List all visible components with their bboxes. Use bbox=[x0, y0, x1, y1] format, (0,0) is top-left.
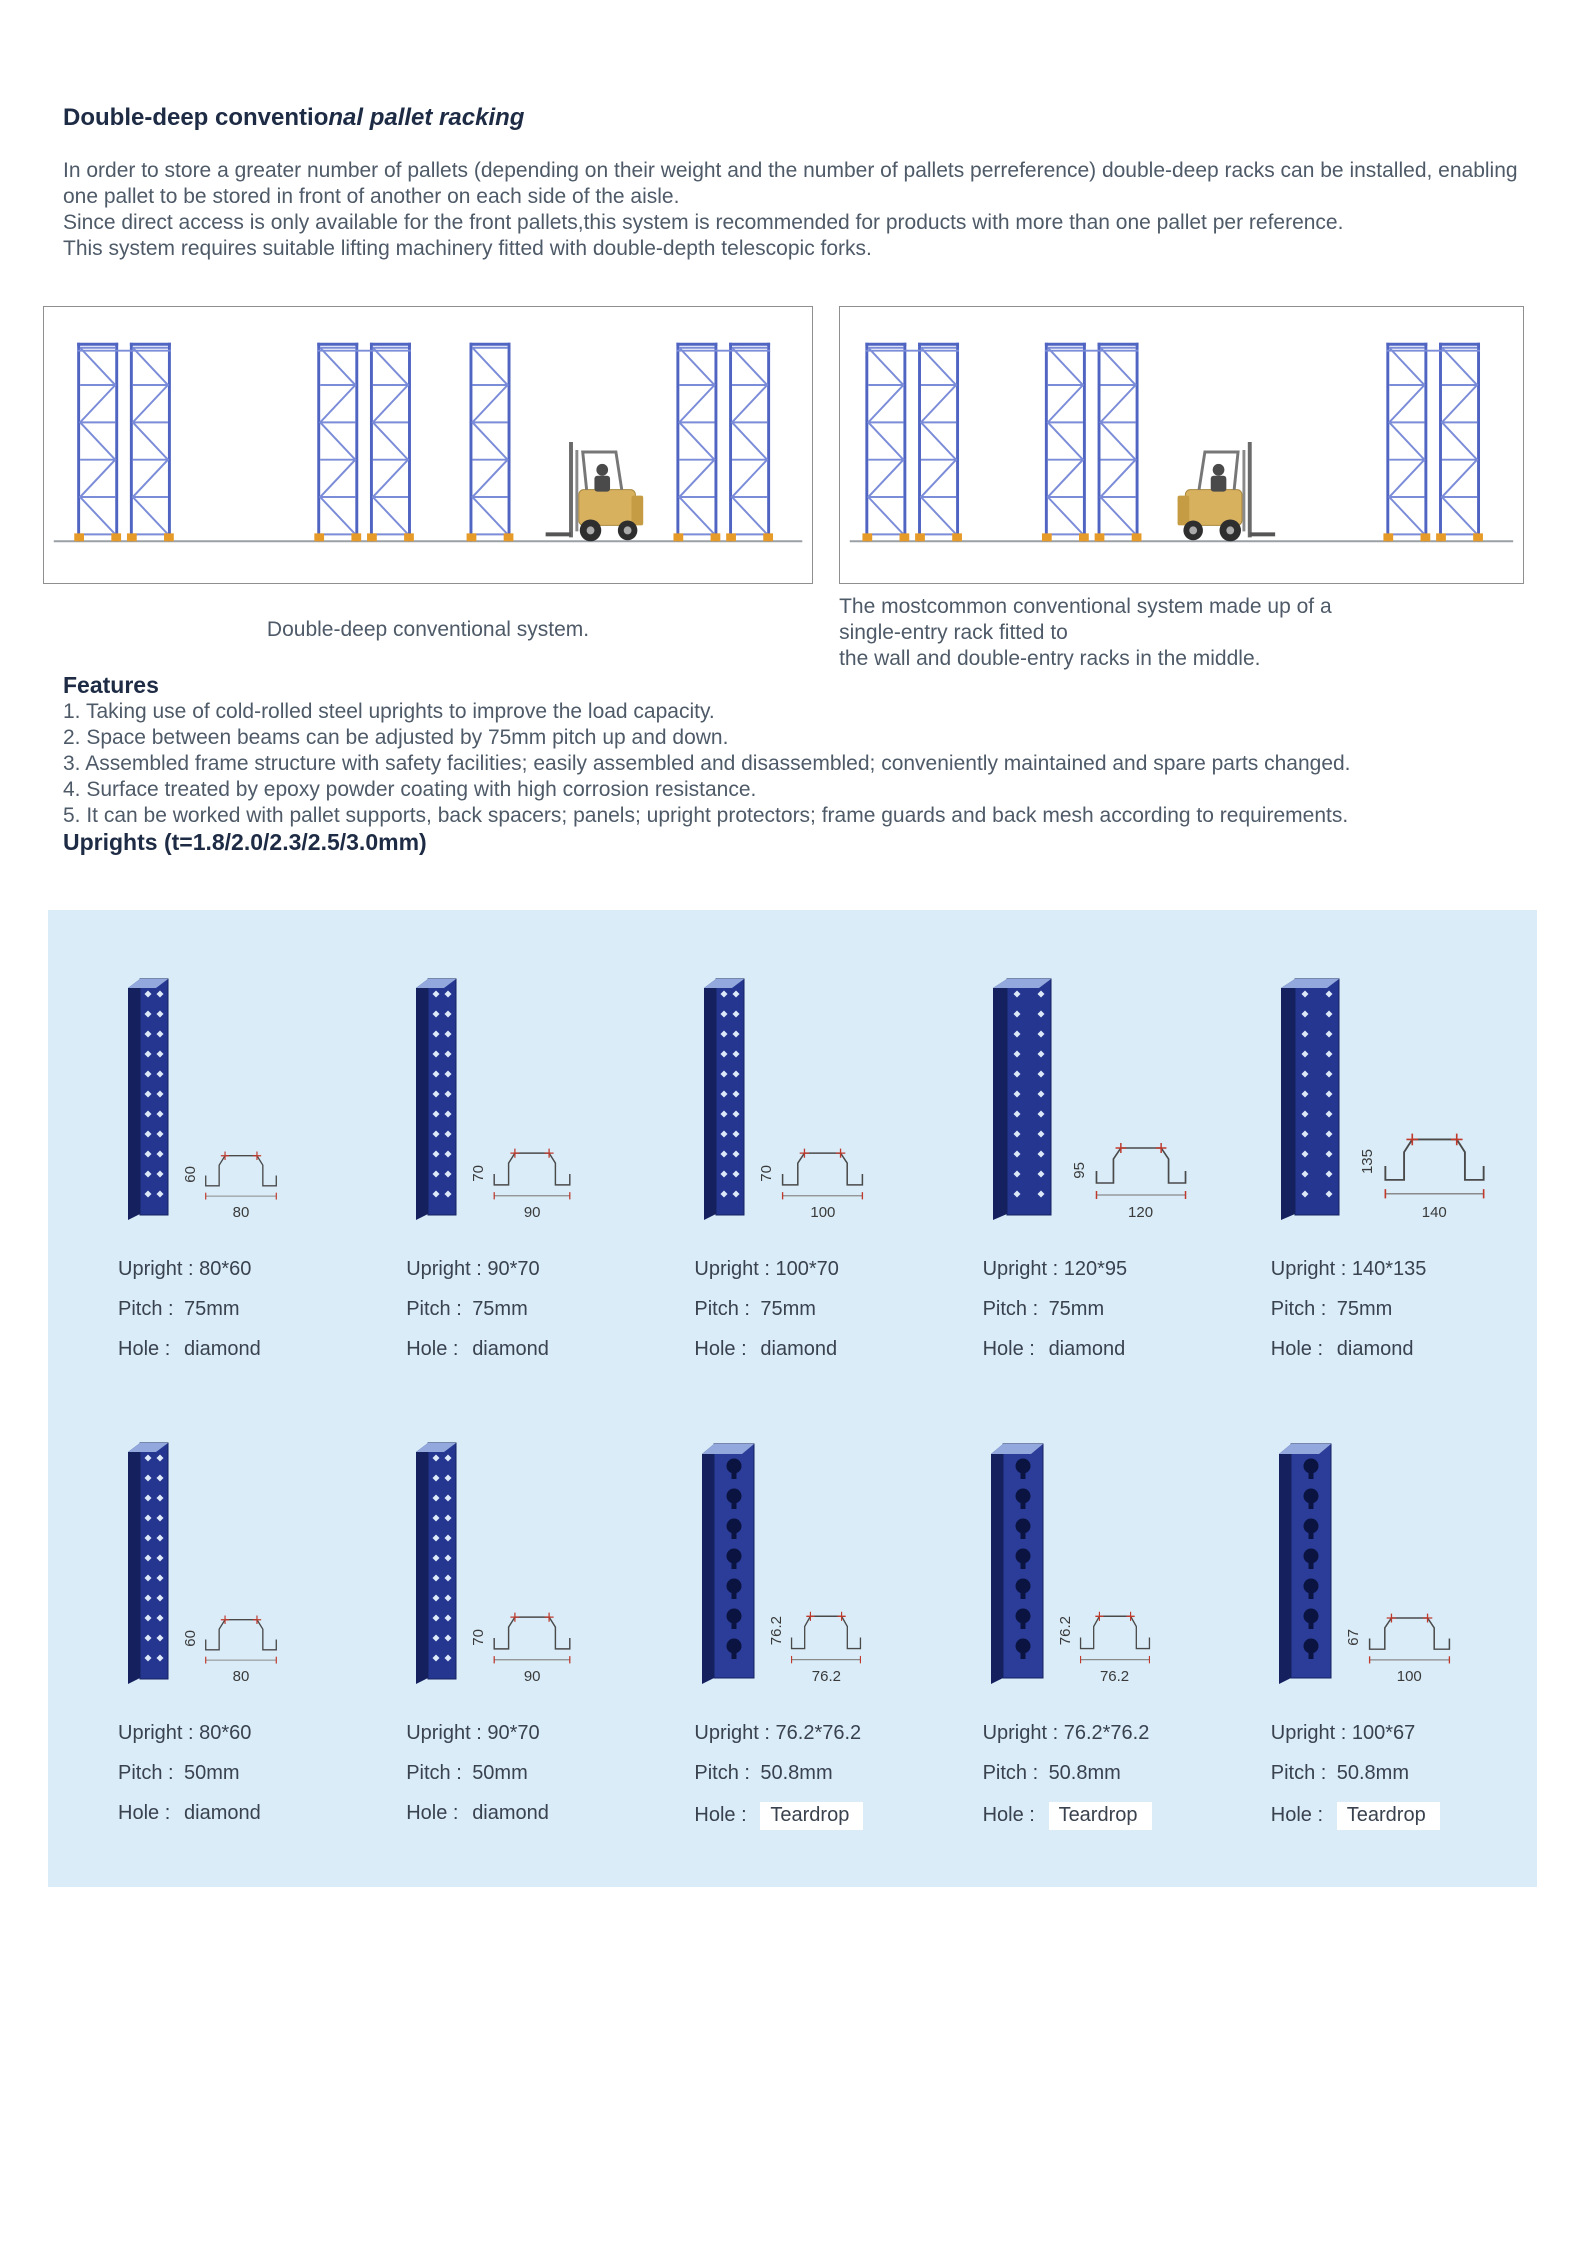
profile-height-dimension: 76.2 bbox=[768, 1615, 786, 1645]
upright-cell bbox=[943, 1434, 1231, 1847]
figure-right-caption-line-3: the wall and double-entry racks in the middle. bbox=[839, 647, 1261, 670]
upright-size-text: Upright : 76.2*76.2 bbox=[694, 1722, 862, 1744]
upright-hole-text: Hole : diamond bbox=[982, 1338, 1126, 1360]
profile-height-dimension: 70 bbox=[758, 1165, 776, 1182]
profile-height-dimension: 76.2 bbox=[1056, 1615, 1074, 1645]
hole-type-value: diamond bbox=[184, 1338, 261, 1360]
upright-pitch-text: Pitch : 75mm bbox=[982, 1298, 1105, 1320]
upright-cell bbox=[1231, 1434, 1519, 1847]
upright-column-illustration bbox=[694, 972, 754, 1220]
uprights-row-2 bbox=[78, 1434, 1519, 1847]
upright-column-illustration bbox=[694, 1436, 764, 1684]
upright-figure bbox=[694, 1434, 942, 1684]
upright-cell bbox=[78, 970, 366, 1378]
figure-left-caption: Double-deep conventional system. bbox=[266, 618, 590, 641]
page-title bbox=[63, 104, 1524, 132]
uprights-heading: Uprights (t=1.8/2.0/2.3/2.5/3.0mm) bbox=[63, 829, 427, 855]
upright-specs bbox=[1271, 1722, 1519, 1830]
hole-type-value: Teardrop bbox=[1049, 1802, 1152, 1830]
upright-specs bbox=[983, 1722, 1231, 1830]
upright-cell bbox=[654, 1434, 942, 1847]
profile-cross-section bbox=[487, 1609, 577, 1684]
hole-type-value: diamond bbox=[1048, 1338, 1126, 1360]
hole-type-value: diamond bbox=[184, 1802, 261, 1824]
upright-pitch-text: Pitch : 75mm bbox=[406, 1298, 528, 1320]
figure-panel-right bbox=[839, 306, 1524, 584]
upright-figure bbox=[694, 970, 942, 1220]
upright-hole-text: Hole : diamond bbox=[118, 1338, 261, 1360]
upright-figure bbox=[406, 1434, 654, 1684]
upright-size-text: Upright : 80*60 bbox=[118, 1722, 252, 1744]
upright-cell bbox=[654, 970, 942, 1378]
upright-size-text: Upright : 140*135 bbox=[1270, 1258, 1427, 1280]
upright-pitch-text: Pitch : 50mm bbox=[118, 1762, 240, 1784]
upright-column-illustration bbox=[1271, 972, 1355, 1220]
figure-panel-left bbox=[43, 306, 813, 584]
upright-pitch-text: Pitch : 75mm bbox=[1270, 1298, 1393, 1320]
profile-width-dimension: 100 bbox=[810, 1204, 836, 1221]
upright-size-text: Upright : 80*60 bbox=[118, 1258, 252, 1280]
upright-figure bbox=[1271, 970, 1519, 1220]
figure-right-caption bbox=[839, 594, 1524, 672]
upright-hole-text: Hole : diamond bbox=[118, 1802, 261, 1824]
upright-pitch-text: Pitch : 50mm bbox=[406, 1762, 528, 1784]
figure-right-caption-line-2: single-entry rack fitted to bbox=[839, 621, 1068, 644]
hole-type-value: Teardrop bbox=[1337, 1802, 1440, 1830]
profile-cross-section bbox=[775, 1145, 870, 1220]
upright-specs bbox=[406, 1722, 654, 1825]
feature-item-4: 4. Surface treated by epoxy powder coating with high corrosion resistance. bbox=[63, 778, 757, 801]
hole-type-value: Teardrop bbox=[760, 1802, 863, 1830]
profile-cross-section bbox=[785, 1608, 867, 1684]
profile-width-dimension: 100 bbox=[1396, 1668, 1422, 1685]
profile-cross-section bbox=[487, 1145, 577, 1220]
rack-illustration-right bbox=[840, 307, 1523, 583]
features-heading: Features bbox=[63, 672, 159, 698]
upright-cell bbox=[366, 970, 654, 1378]
intro-paragraph-1: In order to store a greater number of pallets (depending on their weight and the number of pallets perreference) double-deep racks can be installed, enabling one pallet to be stored in front of another on each side of the aisle. bbox=[63, 159, 1518, 208]
figure-captions bbox=[43, 584, 1524, 672]
profile-height-dimension: 135 bbox=[1358, 1148, 1376, 1174]
figure-panels bbox=[43, 306, 1524, 584]
upright-figure bbox=[406, 970, 654, 1220]
rack-illustration-left bbox=[44, 307, 812, 583]
profile-width-dimension: 140 bbox=[1421, 1204, 1447, 1221]
upright-figure bbox=[983, 970, 1231, 1220]
upright-figure bbox=[118, 970, 366, 1220]
upright-hole-text: Hole : diamond bbox=[1270, 1338, 1414, 1360]
feature-item-5: 5. It can be worked with pallet supports, back spacers; panels; upright protectors; frame guards and back mesh according to requirements. bbox=[63, 804, 1349, 827]
profile-cross-section bbox=[1074, 1608, 1156, 1684]
upright-pitch-text: Pitch : 50.8mm bbox=[982, 1762, 1121, 1784]
feature-item-1: 1. Taking use of cold-rolled steel uprights to improve the load capacity. bbox=[63, 700, 715, 723]
profile-height-dimension: 67 bbox=[1344, 1629, 1362, 1646]
upright-hole-text: Hole : diamond bbox=[694, 1338, 838, 1360]
figure-right-caption-line-1: The mostcommon conventional system made up of a bbox=[839, 595, 1332, 618]
intro-paragraph-2: Since direct access is only available for the front pallets,this system is recommended for products with more than one pallet per reference. bbox=[63, 211, 1344, 234]
upright-column-illustration bbox=[118, 1436, 178, 1684]
upright-pitch-text: Pitch : 75mm bbox=[694, 1298, 816, 1320]
profile-cross-section bbox=[199, 1612, 283, 1684]
upright-pitch-text: Pitch : 50.8mm bbox=[1270, 1762, 1409, 1784]
profile-width-dimension: 90 bbox=[523, 1204, 541, 1221]
profile-width-dimension: 90 bbox=[523, 1668, 541, 1685]
upright-specs bbox=[694, 1722, 942, 1830]
upright-size-text: Upright : 100*70 bbox=[694, 1258, 839, 1280]
hole-type-value: diamond bbox=[472, 1802, 549, 1824]
upright-cell bbox=[366, 1434, 654, 1847]
upright-specs bbox=[406, 1258, 654, 1361]
uprights-row-1 bbox=[78, 970, 1519, 1378]
upright-column-illustration bbox=[1271, 1436, 1341, 1684]
upright-specs bbox=[118, 1258, 366, 1361]
feature-item-3: 3. Assembled frame structure with safety facilities; easily assembled and disassembled; conveniently maintained and spare parts changed. bbox=[63, 752, 1351, 775]
upright-size-text: Upright : 90*70 bbox=[406, 1722, 540, 1744]
profile-width-dimension: 80 bbox=[232, 1204, 250, 1221]
upright-column-illustration bbox=[983, 1436, 1053, 1684]
upright-size-text: Upright : 90*70 bbox=[406, 1258, 540, 1280]
upright-size-text: Upright : 76.2*76.2 bbox=[982, 1722, 1150, 1744]
profile-width-dimension: 120 bbox=[1128, 1204, 1154, 1221]
upright-column-illustration bbox=[118, 972, 178, 1220]
upright-column-illustration bbox=[983, 972, 1067, 1220]
upright-figure bbox=[983, 1434, 1231, 1684]
uprights-panel bbox=[48, 910, 1537, 1887]
upright-figure bbox=[1271, 1434, 1519, 1684]
profile-height-dimension: 95 bbox=[1070, 1162, 1088, 1179]
hole-type-value: diamond bbox=[760, 1338, 838, 1360]
profile-height-dimension: 60 bbox=[182, 1166, 199, 1183]
profile-width-dimension: 80 bbox=[232, 1668, 250, 1685]
upright-hole-text: Hole : Teardrop bbox=[694, 1802, 942, 1830]
profile-height-dimension: 70 bbox=[470, 1629, 488, 1646]
upright-size-text: Upright : 120*95 bbox=[982, 1258, 1128, 1280]
upright-hole-text: Hole : Teardrop bbox=[1271, 1802, 1519, 1830]
profile-width-dimension: 76.2 bbox=[811, 1668, 841, 1685]
hole-type-value: diamond bbox=[1336, 1338, 1414, 1360]
upright-hole-text: Hole : diamond bbox=[406, 1802, 549, 1824]
profile-height-dimension: 70 bbox=[470, 1165, 488, 1182]
upright-size-text: Upright : 100*67 bbox=[1270, 1722, 1416, 1744]
page-title-italic: nal pallet racking bbox=[328, 104, 525, 131]
profile-cross-section bbox=[1376, 1129, 1493, 1220]
upright-cell bbox=[943, 970, 1231, 1378]
intro-paragraph-3: This system requires suitable lifting machinery fitted with double-depth telescopic forks. bbox=[63, 237, 872, 260]
upright-column-illustration bbox=[406, 972, 466, 1220]
feature-item-2: 2. Space between beams can be adjusted by 75mm pitch up and down. bbox=[63, 726, 729, 749]
upright-specs bbox=[983, 1258, 1231, 1361]
upright-column-illustration bbox=[406, 1436, 466, 1684]
upright-hole-text: Hole : Teardrop bbox=[983, 1802, 1231, 1830]
upright-pitch-text: Pitch : 50.8mm bbox=[694, 1762, 833, 1784]
profile-cross-section bbox=[199, 1148, 283, 1220]
upright-specs bbox=[118, 1722, 366, 1825]
profile-cross-section bbox=[1088, 1139, 1194, 1220]
profile-width-dimension: 76.2 bbox=[1099, 1668, 1130, 1685]
upright-cell bbox=[78, 1434, 366, 1847]
upright-pitch-text: Pitch : 75mm bbox=[118, 1298, 240, 1320]
hole-type-value: diamond bbox=[472, 1338, 549, 1360]
upright-specs bbox=[694, 1258, 942, 1361]
upright-figure bbox=[118, 1434, 366, 1684]
upright-specs bbox=[1271, 1258, 1519, 1361]
profile-height-dimension: 60 bbox=[182, 1630, 199, 1647]
page-title-regular: Double-deep conventio bbox=[63, 104, 329, 131]
upright-hole-text: Hole : diamond bbox=[406, 1338, 549, 1360]
upright-cell bbox=[1231, 970, 1519, 1378]
profile-cross-section bbox=[1362, 1610, 1457, 1684]
